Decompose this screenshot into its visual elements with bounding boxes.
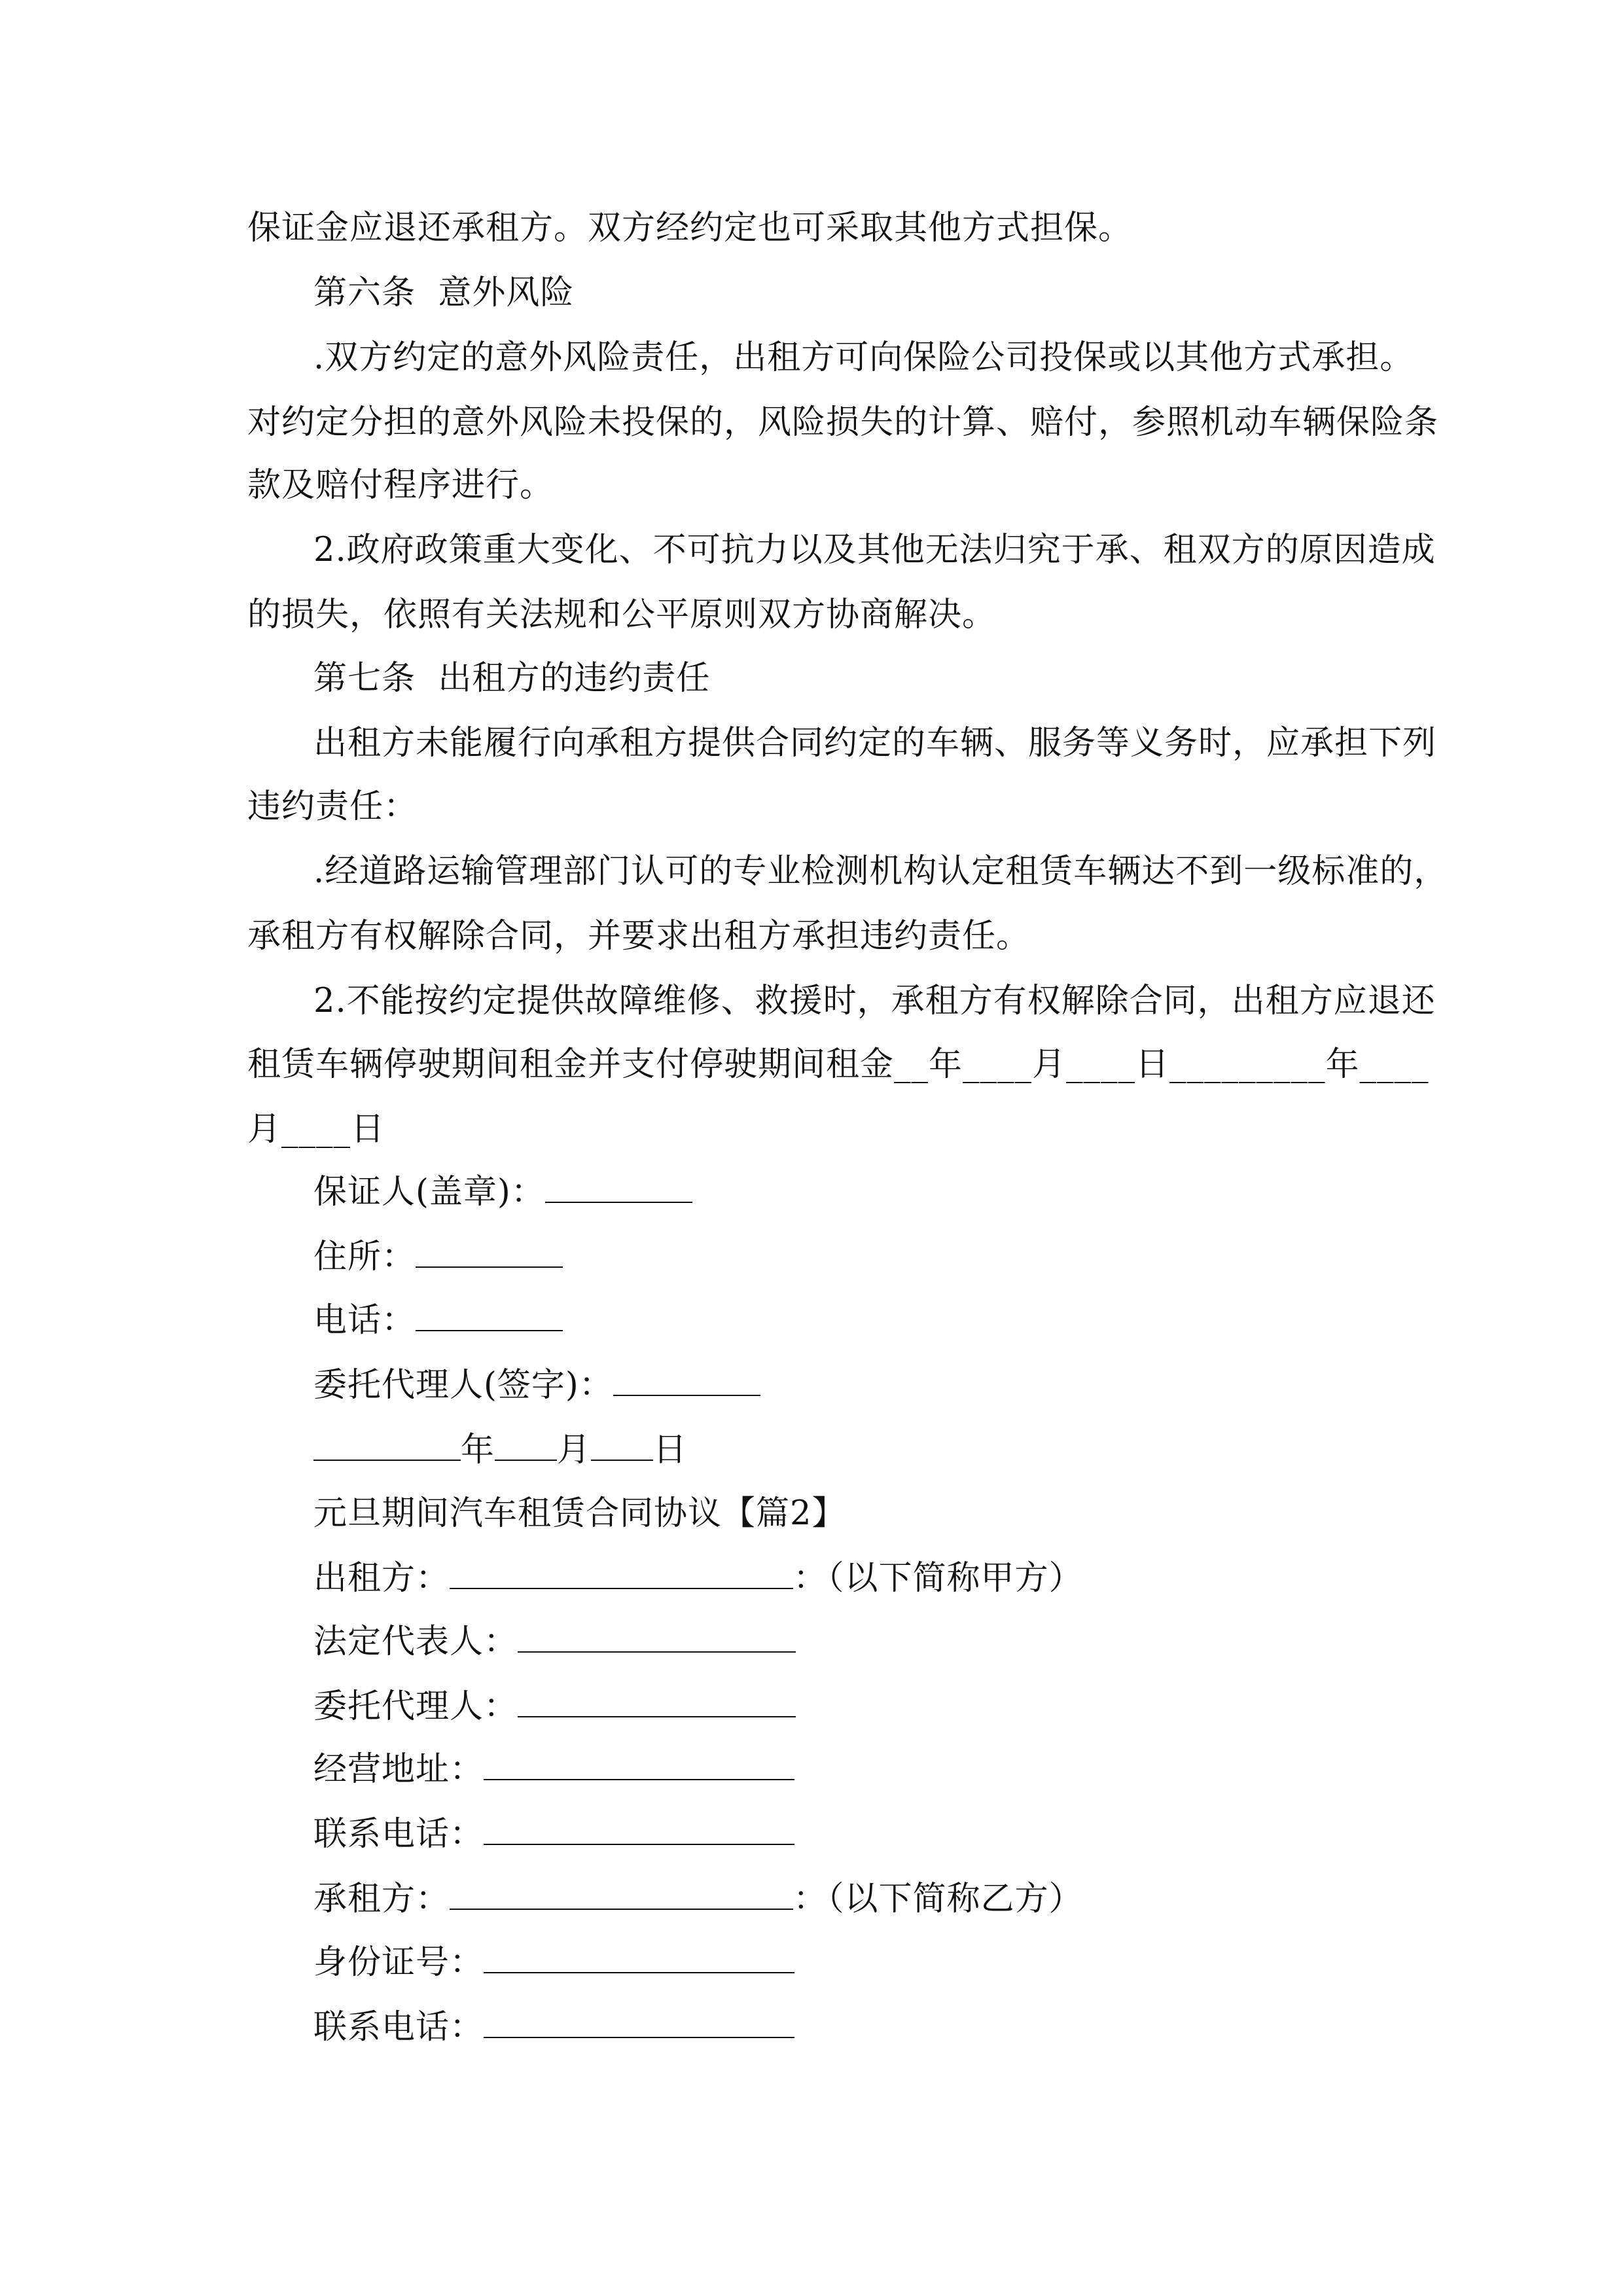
day-label: 日 [653, 1431, 688, 1469]
paragraph-line: 的损失，依照有关法规和公平原则双方协商解决。 [247, 596, 997, 634]
agent2-field [313, 1687, 796, 1727]
field-label: 住所： [313, 1238, 416, 1276]
agent-field [313, 1366, 760, 1405]
field-label: 联系电话： [313, 1815, 484, 1854]
field-label: 经营地址： [313, 1750, 484, 1789]
legal-rep-field [313, 1623, 796, 1662]
address-blank[interactable] [416, 1238, 563, 1268]
agent2-blank[interactable] [518, 1687, 796, 1717]
year-label: 年 [461, 1431, 495, 1469]
phone2-field [313, 2008, 794, 2047]
phone1-blank[interactable] [484, 1815, 794, 1845]
field-label: 委托代理人(签字)： [313, 1366, 613, 1405]
paragraph-line: 租赁车辆停驶期间租金并支付停驶期间租金__年____月____日_________年____ [247, 1045, 1429, 1084]
id-number-field [313, 1943, 794, 1982]
field-label: 联系电话： [313, 2008, 484, 2047]
section-title: 元旦期间汽车租赁合同协议【篇2】 [313, 1494, 846, 1533]
paragraph-line: 2.不能按约定提供故障维修、救援时，承租方有权解除合同，出租方应退还 [313, 982, 1436, 1020]
lessee-blank[interactable] [450, 1880, 793, 1910]
field-label: 电话： [313, 1301, 416, 1340]
field-label: 法定代表人： [313, 1623, 518, 1661]
field-label: 保证人(盖章)： [313, 1173, 545, 1211]
field-label: 承租方： [313, 1880, 450, 1918]
lessee-field [313, 1880, 1083, 1919]
month-blank[interactable] [495, 1431, 557, 1461]
year-blank[interactable] [313, 1431, 461, 1461]
paragraph-line: 保证金应退还承租方。双方经约定也可采取其他方式担保。 [247, 209, 1133, 247]
field-label: 出租方： [313, 1559, 450, 1598]
agent-blank[interactable] [613, 1366, 760, 1396]
field-suffix: ：（以下简称乙方） [793, 1880, 1083, 1918]
lessor-field [313, 1559, 1083, 1598]
phone-field [313, 1301, 563, 1340]
field-label: 委托代理人： [313, 1687, 518, 1726]
paragraph-line: 月____日 [247, 1110, 385, 1149]
field-suffix: ：（以下简称甲方） [793, 1559, 1083, 1598]
paragraph-line: 违约责任： [247, 787, 418, 826]
article-heading: 第七条 出租方的违约责任 [313, 659, 711, 698]
date-field [313, 1431, 687, 1470]
paragraph-line: 承租方有权解除合同，并要求出租方承担违约责任。 [247, 917, 1031, 956]
business-address-field [313, 1750, 794, 1789]
paragraph-line: 出租方未能履行向承租方提供合同约定的车辆、服务等义务时，应承担下列 [313, 724, 1437, 762]
paragraph-line: 对约定分担的意外风险未投保的，风险损失的计算、赔付，参照机动车辆保险条 [247, 403, 1439, 442]
lessor-blank[interactable] [450, 1559, 793, 1589]
phone1-field [313, 1815, 794, 1854]
article-heading: 第六条 意外风险 [313, 274, 575, 312]
phone-blank[interactable] [416, 1301, 563, 1331]
field-label: 身份证号： [313, 1943, 484, 1982]
business-address-blank[interactable] [484, 1750, 794, 1780]
guarantor-blank[interactable] [545, 1173, 692, 1203]
paragraph-line: 2.政府政策重大变化、不可抗力以及其他无法归究于承、租双方的原因造成 [313, 531, 1436, 569]
month-label: 月 [557, 1431, 592, 1469]
id-number-blank[interactable] [484, 1943, 794, 1973]
paragraph-line: 款及赔付程序进行。 [247, 466, 554, 505]
address-field [313, 1238, 563, 1277]
day-blank[interactable] [591, 1431, 653, 1461]
guarantor-field [313, 1173, 692, 1212]
paragraph-line: .双方约定的意外风险责任，出租方可向保险公司投保或以其他方式承担。 [313, 338, 1414, 377]
paragraph-line: .经道路运输管理部门认可的专业检测机构认定租赁车辆达不到一级标准的， [313, 852, 1448, 891]
phone2-blank[interactable] [484, 2008, 794, 2038]
legal-rep-blank[interactable] [518, 1623, 796, 1653]
